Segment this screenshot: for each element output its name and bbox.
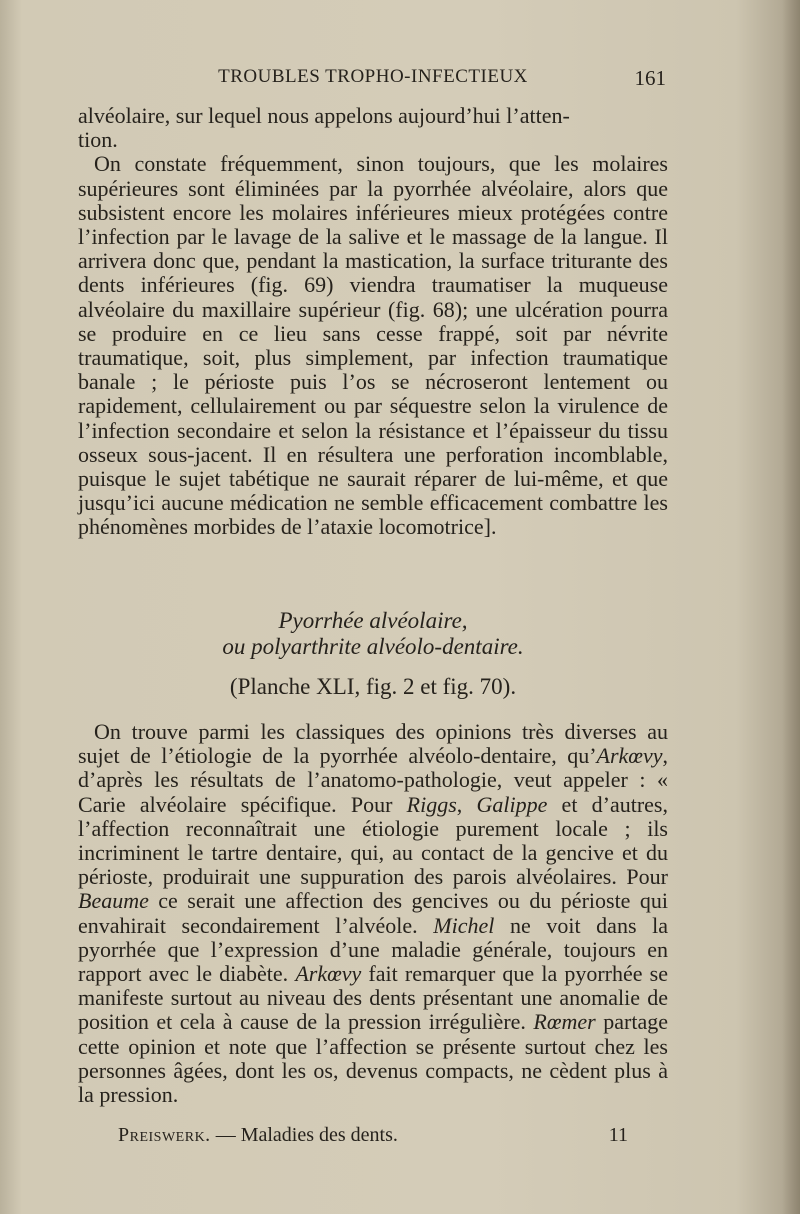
text-run: ce serait une affection des gencives ou du périoste qui envahirait secondairement l’alvéole. (78, 888, 668, 938)
author-name: Riggs (406, 791, 457, 817)
paragraph-continuation-line-2: tion. (78, 127, 118, 153)
author-name: Galippe (476, 791, 548, 817)
plate-reference: (Planche XLI, fig. 2 et fig. 70). (229, 674, 517, 699)
author-name: Arkœvy (295, 961, 362, 987)
author-name: Michel (433, 912, 495, 938)
text-run: , d’après les résultats de l’anatomo-pathologie, veut appeler : « Carie alvéolaire spécifique. Pour (78, 743, 668, 817)
page-number: 161 (634, 66, 666, 90)
body-text-lower (78, 720, 668, 1107)
author-name: Arkœvy (596, 743, 663, 769)
author-name: Rœmer (533, 1009, 596, 1035)
text-run: On trouve parmi les classiques des opinions très diverses au sujet de l’étiologie de la pyorrhée alvéolo-dentaire, qu’ (78, 719, 668, 769)
footer-author: Preiswerk. (118, 1124, 211, 1146)
paragraph-continuation-line-1: alvéolaire, sur lequel nous appelons aujourd’hui l’atten- (78, 103, 570, 128)
section-title-line-1: Pyorrhée alvéolaire, (278, 608, 468, 633)
text-run: ne voit dans la pyorrhée que l’expression d’une maladie générale, toujours en rapport avec le diabète. (78, 912, 668, 987)
text-run: , (456, 791, 477, 817)
signature-mark: 11 (608, 1124, 628, 1146)
paragraph-etiology (78, 720, 668, 1107)
section-title (78, 608, 668, 660)
text-run: partage cette opinion et note que l’affection se présente surtout chez les personnes âgées, dont les os, devenus compacts, ne cèdent plus à la pression. (78, 1009, 668, 1108)
author-name: Beaume (78, 888, 149, 914)
page-footer (118, 1124, 628, 1150)
text-run: et d’autres, l’affection reconnaîtrait une étiologie purement locale ; ils incriminent le tartre dentaire, qui, au contact de la gencive et du périoste, produirait une suppuration des parois alvéolaires. Pour (78, 791, 668, 890)
page-edge-shadow (782, 0, 800, 1214)
text-run: fait remarquer que la pyorrhée se manifeste surtout au niveau des dents présentant une anomalie de position et cela à cause de la pression irrégulière. (78, 961, 669, 1035)
page-header (78, 66, 668, 92)
paragraph-mastication: On constate fréquemment, sinon toujours, que les molaires supérieures sont éliminées par la pyorrhée alvéolaire, alors que subsistent encore les molaires inférieures mieux protégées contre l’infection par le lavage de la salive et le massage de la langue. Il arrivera donc que, pendant la mastication, la surface triturante des dents inférieures (fig. 69) viendra traumatiser la muqueuse alvéolaire du maxillaire supérieur (fig. 68); une ulcération pourra se produire en ce lieu sans cesse frappé, soit par névrite traumatique, soit, plus simplement, par infection traumatique banale ; le périoste puis l’os se nécroseront lentement ou rapidement, cellulairement ou par séquestre selon la virulence de l’infection secondaire et selon la résistance et l’épaisseur du tissu osseux sous-jacent. Il en résultera une perforation incomblable, puisque le sujet tabétique ne saurait réparer de lui-même, et que jusqu’ici aucune médication ne semble efficacement combattre les phénomènes morbides de l’ataxie locomotrice]. (78, 151, 668, 540)
footer-title: — Maladies des dents. (210, 1124, 398, 1146)
paragraph-continuation (78, 104, 668, 152)
section-title-line-2: ou polyarthrite alvéolo-dentaire. (222, 634, 524, 659)
running-title: TROUBLES TROPHO-INFECTIEUX (218, 66, 528, 87)
body-text-upper (78, 104, 668, 540)
